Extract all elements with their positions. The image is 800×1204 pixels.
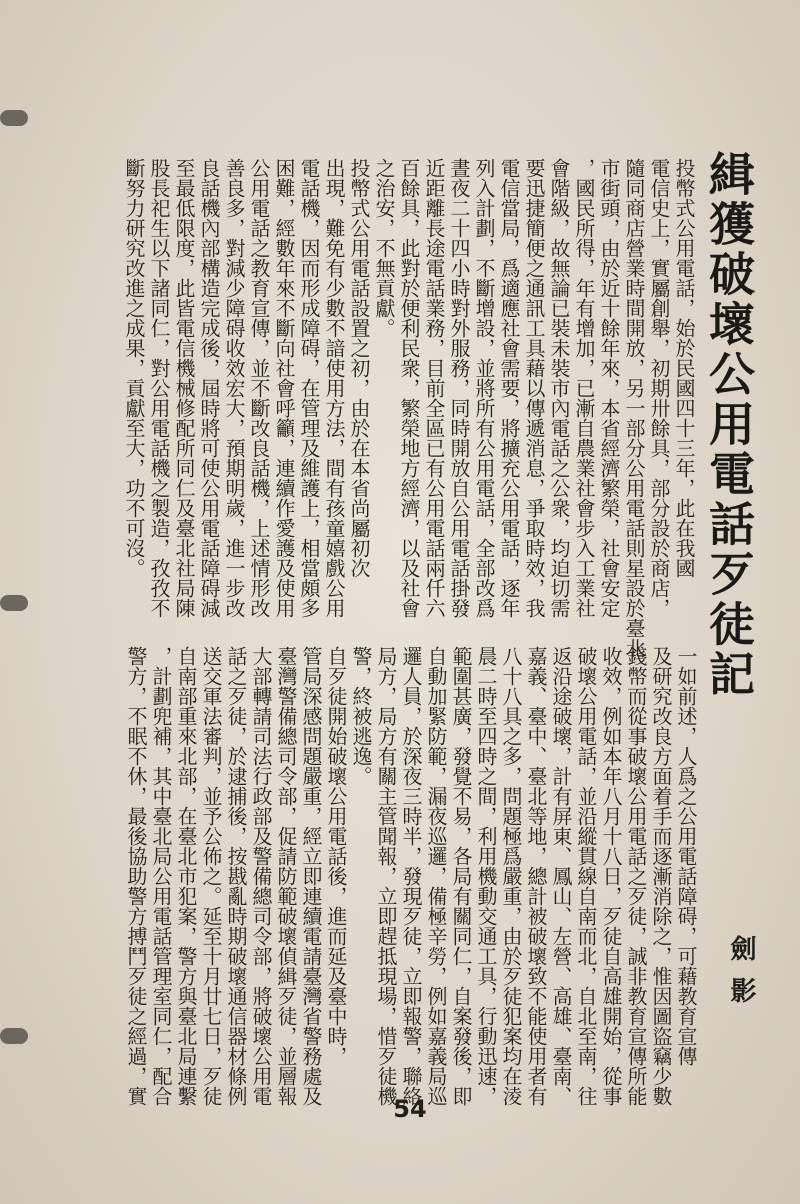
text-column: 近距離長途電話業務，目前全區已有公用電話兩仟六	[422, 158, 446, 618]
text-column: 市街頭，由於近十餘年來，本省經濟繁榮，社會安定	[597, 158, 621, 618]
text-column: 投幣式公用電話設置之初，由於在本省尚屬初次	[347, 158, 371, 578]
text-column: 警方，不眠不休，最後協助警方搏鬥歹徒之經過，實	[124, 646, 148, 1106]
text-column: 送交軍法審判，並予公佈之。延至十月廿七日，歹徒	[199, 646, 223, 1106]
text-column: 困難，經數年來不斷向社會呼籲，連續作愛護及使用	[272, 158, 296, 618]
text-column: 善良多，對減少障碍收效宏大，預期明歲，進一步改	[222, 158, 246, 618]
text-column: 返沿途破壞，計有屏東、鳳山、左營、高雄、臺南、	[549, 646, 573, 1106]
binder-hole	[0, 1028, 28, 1044]
text-column: 邏人員，於深夜三時半，發現歹徒，立即報警，聯絡	[399, 646, 423, 1106]
text-column: 會階級，故無論已裝未裝市內電話之公衆，均迫切需	[547, 158, 571, 618]
text-column: 列入計劃，不斷增設，並將所有公用電話，全部改爲	[472, 158, 496, 618]
text-column: 臺灣警備總司令部，促請防範破壞偵緝歹徒，並層報	[274, 646, 298, 1106]
text-column: 公用電話之教育宣傳，並不斷改良話機，上述情形改	[247, 158, 271, 618]
text-column: 要迅捷簡便之通訊工具藉以傳遞消息，爭取時效，我	[522, 158, 546, 618]
text-column: 良話機內部構造完成後，屆時將可使公用電話障碍減	[197, 158, 221, 618]
text-column: 斷努力研究改進之成果，貢獻至大，功不可沒。	[122, 158, 146, 578]
text-column: 嘉義、臺中、臺北等地，總計被破壞致不能使用者有	[524, 646, 548, 1106]
article-author: 劍影	[726, 935, 756, 1019]
page-number: 54	[393, 1095, 427, 1123]
text-column: 股長祀生以下諸同仁，對公用電話機之製造，孜孜不	[147, 158, 171, 618]
text-column: 出現，難免有少數不諳使用方法，間有孩童嬉戲公用	[322, 158, 346, 618]
article-body-top	[108, 158, 696, 658]
text-column: 局方，局方有關主管聞報，立即趕抵現場，惜歹徒機	[374, 646, 398, 1106]
text-column: 破壞公用電話，並沿縱貫線自南而北，自北至南，往	[574, 646, 598, 1106]
text-column: 自歹徒開始破壞公用電話後，進而延及臺中時，	[324, 646, 348, 1066]
text-column: 晨二時至四時之間，利用機動交通工具，行動迅速，	[474, 646, 498, 1106]
text-column: 話之歹徒，於逮捕後，按戡亂時期破壞通信器材條例	[224, 646, 248, 1106]
text-column: 電信當局，爲適應社會需要，將擴充公用電話，逐年	[497, 158, 521, 618]
text-column: 管局深感問題嚴重，經立即連續電請臺灣省警務處及	[299, 646, 323, 1106]
text-column: 八十八具之多，問題極爲嚴重，由於歹徒犯案均在淩	[499, 646, 523, 1106]
text-column: 自動加緊防範，漏夜巡邏，備極辛勞，例如嘉義局巡	[424, 646, 448, 1106]
text-column: 晝夜二十四小時對外服務，同時開放自公用電話掛發	[447, 158, 471, 618]
article-title: 緝獲破壞公用電話歹徒記	[702, 150, 756, 700]
text-column: 至最低限度，此皆電信機械修配所同仁及臺北社局陳	[172, 158, 196, 618]
text-column: 之治安，不無貢獻。	[372, 158, 396, 338]
text-column: 錢幣而從事破壞公用電話之歹徒，誠非教育宣傳所能	[624, 646, 648, 1106]
text-column: 投幣式公用電話，始於民國四十三年，此在我國	[672, 158, 696, 578]
article-body-bottom	[110, 646, 698, 1126]
text-column: 範圍甚廣，發覺不易，各局有關同仁，自案發後，即	[449, 646, 473, 1106]
text-column: 電話機，因而形成障碍，在管理及維護上，相當頗多	[297, 158, 321, 618]
text-column: 隨同商店營業時間開放，另一部分公用電話則星設於臺北	[622, 158, 646, 658]
text-column: 一如前述，人爲之公用電話障碍，可藉教育宣傳	[674, 646, 698, 1066]
text-column: 大部轉請司法行政部及警備總司令部，將破壞公用電	[249, 646, 273, 1106]
text-column: 警，終被逃逸。	[349, 646, 373, 786]
text-column: ，國民所得，年有增加，已漸自農業社會步入工業社	[572, 158, 596, 618]
text-column: ，計劃兜補，其中臺北局公用電話管理室同仁，配合	[149, 646, 173, 1106]
text-column: 自南部重來北部，在臺北市犯案，警方與臺北局連繫	[174, 646, 198, 1106]
text-column: 收效，例如本年八月十八日，歹徒自高雄開始，從事	[599, 646, 623, 1106]
text-column: 及研究改良方面着手而逐漸消除之，惟因圖盜竊少數	[649, 646, 673, 1106]
text-column: 百餘具，此對於便利民衆，繁榮地方經濟，以及社會	[397, 158, 421, 618]
binder-hole	[0, 110, 28, 126]
binder-hole	[0, 595, 28, 611]
text-column: 電信史上，實屬創舉，初期卅餘具，部分設於商店，	[647, 158, 671, 618]
